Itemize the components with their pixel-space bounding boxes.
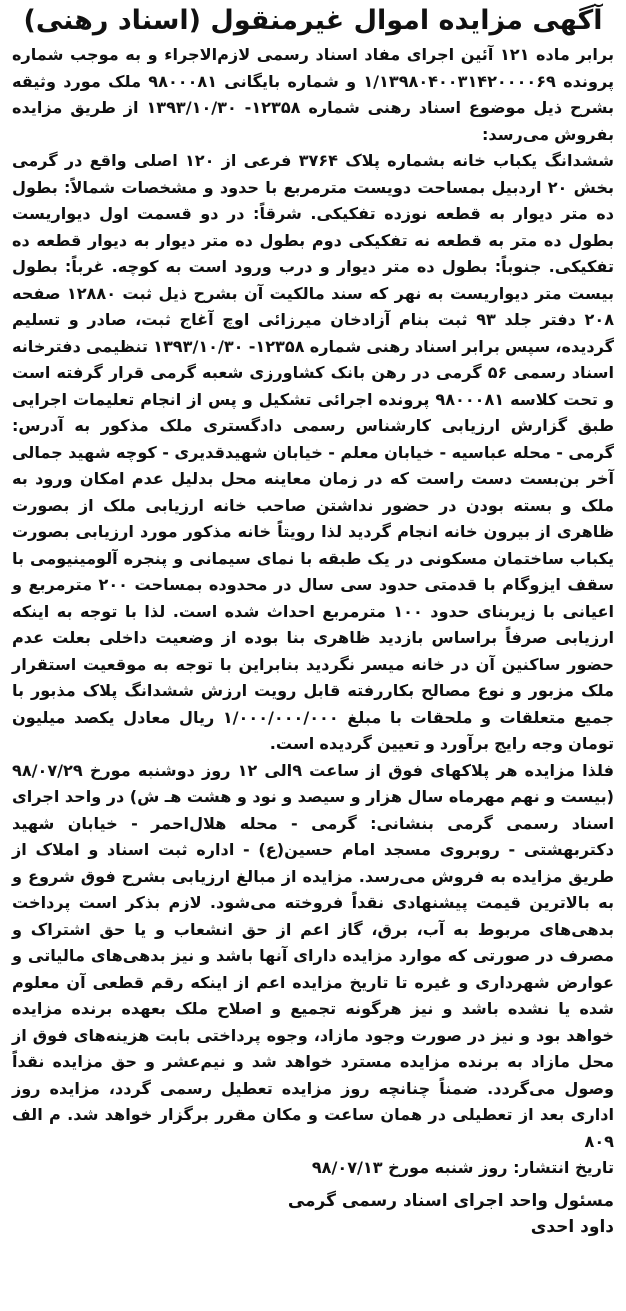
signature-block [12, 1188, 614, 1240]
publication-date: تاریخ انتشار: روز شنبه مورخ ۹۸/۰۷/۱۳ [311, 1158, 614, 1177]
signature-name: داود احدی [530, 1216, 614, 1237]
notice-paragraph-intro: برابر ماده ۱۲۱ آئین اجرای مفاد اسناد رسمی لازم‌الاجراء و به موجب شماره پرونده ۱/۱۳۹۸۰۴۰۰۳۱۴۲۰۰۰۰۶۹ و شماره بایگانی ۹۸۰۰۰۸۱ ملک مورد وثیقه بشرح ذیل موضوع اسناد رهنی شماره ۱۲۳۵۸- ۱۳۹۳/۱۰/۳۰ از طریق مزایده بفروش می‌رسد: [12, 45, 615, 144]
notice-paragraph-auction-terms: فلذا مزایده هر پلاکهای فوق از ساعت ۹الی ۱۲ روز دوشنبه مورخ ۹۸/۰۷/۲۹ (بیست و نهم مهرماه سال هزار و سیصد و نود و هشت هـ ش) در واحد اجرای اسناد رسمی گرمی بنشانی: گرمی - محله هلال‌احمر - خیابان شهید دکتربهشتی - روبروی مسجد امام حسین(ع) - اداره ثبت اسناد و املاک از طریق مزایده به فروش می‌رسد. مزایده از مبالغ ارزیابی بشرح فوق شروع و به بالاترین قیمت پیشنهادی نقداً فروخته می‌شود. لازم بذکر است پرداخت بدهی‌های مربوط به آب، برق، گاز اعم از حق انشعاب و یا حق اشتراک و مصرف در صورتی که موارد مزایده دارای آنها باشد و نیز بدهی‌های مالیاتی و عوارض شهرداری و غیره تا تاریخ مزایده اعم از اینکه رقم قطعی آن معلوم شده یا نشده باشد و نیز هرگونه تجمیع و اصلاح ملک بعهده برنده مزایده خواهد بود و نیز در صورت وجود مازاد، وجوه پرداختی بابت هزینه‌های فوق از محل مازاد به برنده مزایده مسترد خواهد شد و نیم‌عشر و حق مزایده نقداً وصول می‌گردد. ضمناً چنانچه روز مزایده تعطیل رسمی گردد، مزایده روز اداری بعد از تعطیلی در همان ساعت و مکان مقرر برگزار خواهد شد. م الف ۸۰۹ [12, 760, 614, 1151]
notice-title: آگهی مزایده اموال غیرمنقول (اسناد رهنی) [23, 5, 603, 36]
notice-paragraph-property: ششدانگ یکباب خانه بشماره پلاک ۳۷۶۴ فرعی از ۱۲۰ اصلی واقع در گرمی بخش ۲۰ اردبیل بمساحت دویست مترمربع با حدود و مشخصات شمالاً: بطول ده متر دیوار به قطعه نوزده تفکیکی. شرقاً: در دو قسمت اول دیواریست بطول ده متر به قطعه نه تفکیکی دوم بطول ده متر دیوار به دیوار قطعه ده تفکیکی. جنوباً: بطول ده متر دیوار و درب ورود است به کوچه. غرباً: بطول بیست متر دیواریست به نهر که سند مالکیت آن بشرح ذیل ثبت ۱۲۸۸۰ صفحه ۲۰۸ دفتر جلد ۹۳ ثبت بنام آزادخان میرزائی اوچ آغاج ثبت، صادر و تسلیم گردیده، سپس برابر اسناد رهنی شماره ۱۲۳۵۸- ۱۳۹۳/۱۰/۳۰ تنظیمی دفترخانه اسناد رسمی ۵۶ گرمی در رهن بانک کشاورزی شعبه گرمی قرار گرفته است و تحت کلاسه ۹۸۰۰۰۸۱ پرونده اجرائی تشکیل و پس از انجام تعلیمات اجرایی طبق گزارش ارزیابی کارشناس رسمی دادگستری ملک مذکور به آدرس: گرمی - محله عباسیه - خیابان معلم - خیابان شهیدقدیری - کوچه شهید جمالی آخر بن‌بست دست راست که در زمان معاینه محل بدلیل عدم امکان ورود به ملک و بسته بودن در حضور نداشتن صاحب خانه ارزیابی ملک از بصورت ظاهری از بیرون خانه انجام گردید لذا رویتاً خانه مذکور مورد ارزیابی بصورت یکباب ساختمان مسکونی در یک طبقه با نمای سیمانی و پنجره آلومینیومی با سقف ایزوگام با قدمتی حدود سی سال در محدوده بمساحت ۲۰۰ مترمربع و اعیانی با زیربنای حدود ۱۰۰ مترمربع احداث شده است. لذا با توجه به اینکه ارزیابی صرفاً براساس بازدید ظاهری بنا بوده از وضعیت داخلی بعلت عدم حضور ساکنین آن در خانه میسر نگردید بنابراین با توجه به موقعیت استقرار ملک مزبور و نوع مصالح بکاررفته قابل رویت ارزش ششدانگ پلاک مذبور با جمیع متعلقات و ملحقات با مبلغ ۱/۰۰۰/۰۰۰/۰۰۰ ریال معادل یکصد میلیون تومان وجه رایج برآورد و تعیین گردیده است. [12, 151, 615, 753]
signature-office: مسئول واحد اجرای اسناد رسمی گرمی [287, 1190, 614, 1211]
notice-body [12, 42, 614, 1155]
